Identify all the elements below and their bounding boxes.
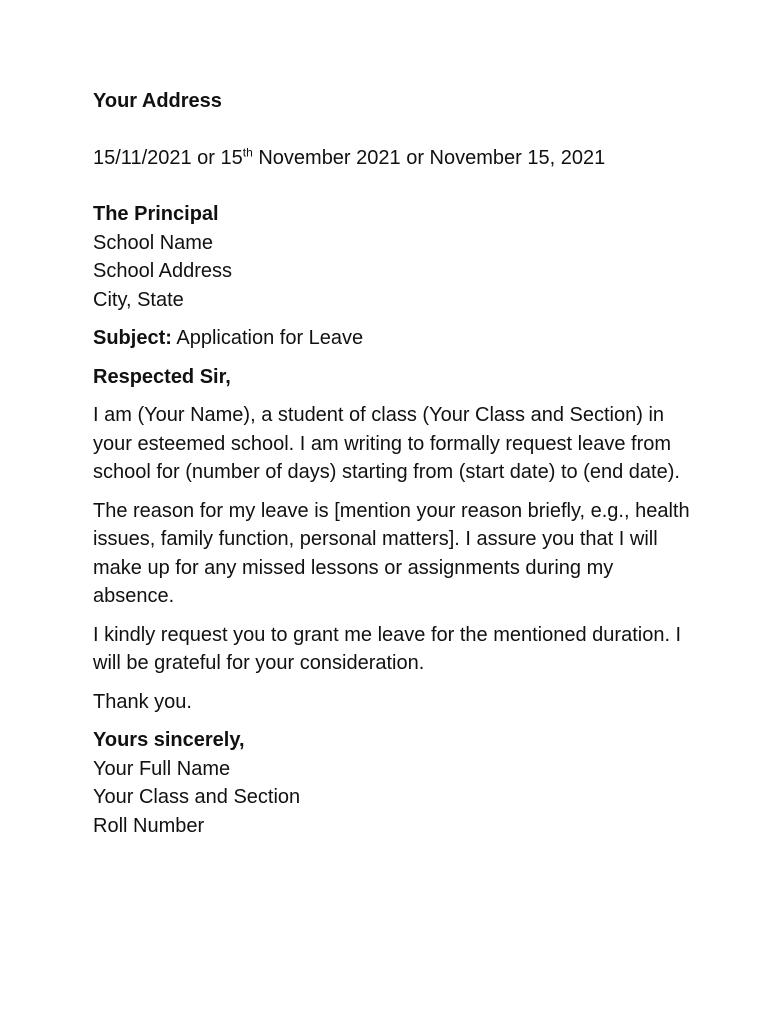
body-paragraph-1: I am (Your Name), a student of class (Your Class and Section) in your esteemed school. I am writing to formally request leave from school for (number of days) starting from (start date) to (end date). [93, 404, 680, 483]
address-heading: Your Address [93, 90, 222, 112]
recipient-school-name: School Name [93, 231, 214, 254]
salutation: Respected Sir, [93, 365, 231, 388]
date-text: 15/11/2021 or 15 [93, 146, 243, 169]
date-ordinal: th [242, 144, 253, 159]
date-line [93, 144, 693, 173]
thank-you: Thank you. [93, 690, 192, 713]
body-paragraph-3: I kindly request you to grant me leave for the mentioned duration. I will be grateful for your consideration. [93, 623, 682, 674]
letter-body [93, 87, 693, 840]
subject-text: Application for Leave [171, 327, 364, 349]
signature-name: Your Full Name [93, 757, 231, 780]
signature-roll-number: Roll Number [93, 814, 205, 837]
recipient-block [93, 200, 693, 314]
body-paragraph-2: The reason for my leave is [mention your reason briefly, e.g., health issues, family function, personal matters]. I assure you that I will make up for any missed lessons or assignments during my absence. [93, 499, 690, 607]
signature-block [93, 726, 693, 840]
recipient-city-state: City, State [93, 288, 184, 311]
date-text-rest: November 2021 or November 15, 2021 [252, 146, 606, 169]
closing: Yours sincerely, [93, 729, 245, 751]
recipient-title: The Principal [93, 203, 219, 225]
recipient-school-address: School Address [93, 260, 232, 282]
subject-line [93, 324, 693, 353]
subject-label: Subject: [93, 327, 172, 349]
signature-class-section: Your Class and Section [93, 786, 301, 808]
